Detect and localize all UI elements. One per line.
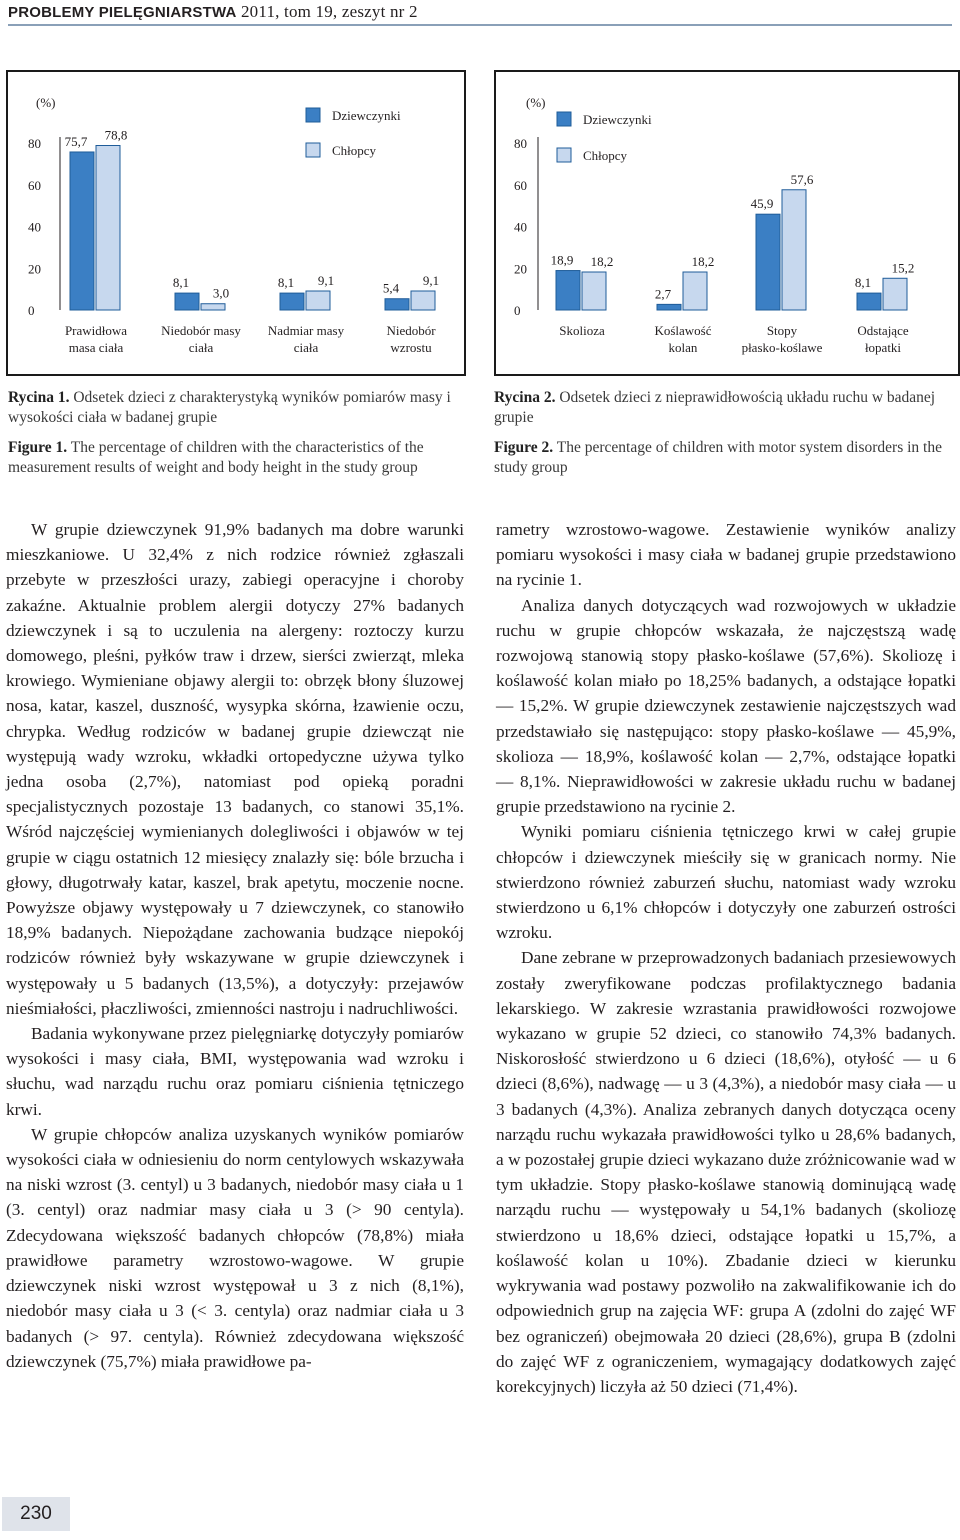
legend-label: Chłopcy <box>332 143 377 158</box>
journal-issue: 2011, tom 19, zeszyt nr 2 <box>240 2 418 21</box>
bar-girls <box>70 152 94 310</box>
paragraph: Dane zebrane w przeprowadzonych badaniach przesiewowych zostały zweryfikowane podczas profilaktycznego badania lekarskiego. W zakresie wzrastania prawidłowości rozwojowe wykazano w grupie 52 dzieci, co stanowiło 74,3% badanych. Niskorosłość stwierdzono u 6 dzieci (18,6%), otyłość — u 6 dzieci (8,6%), nadwagę — u 3 (4,3%), a niedobór masy ciała — u 3 badanych (4,3%). Analiza zebranych danych dotycząca oceny narządu ruchu wykazała prawidłowości tylko u 28,6% badanych, a w pozostałej grupie dzieci wykazano duże zróżnicowanie wad w tym układzie. Stopy płasko-koślawe stanowią dominującą wadę narządu ruchu — występowały u 54,1% badanych (skoliozę stwierdzono u 18,6% dzieci, odstające łopatki u 15,7%, a koślawość kolan u 10%). Zbadanie dzieci w kierunku wykrywania wad postawy pozwoliło na zakwalifikowanie ich do odpowiednich grup na zajęcia WF: grupa A (zdolni do zajęć WF bez ograniczeń) obejmowała 20 dzieci (28,6%), grupa B (zdolni do zajęć WF z ograniczeniem, wymagający dodatkowych zajęć korekcyjnych) liczyła aż 50 dzieci (71,4%). <box>496 948 956 1396</box>
category-label: Prawidłowa <box>64 323 128 338</box>
y-tick-label: 80 <box>514 136 527 151</box>
data-label: 8,1 <box>277 275 295 291</box>
figure-2-caption-pl <box>494 388 956 428</box>
category-label: Niedobór masy <box>161 323 241 338</box>
category-label: Stopy <box>766 323 798 338</box>
data-label: 18,2 <box>691 254 715 270</box>
caption-text: The percentage of children with motor system disorders in the study group <box>494 439 942 476</box>
legend-label: Dziewczynki <box>583 112 652 127</box>
paragraph: Analiza danych dotyczących wad rozwojowych w układzie ruchu w grupie chłopców wskazała, że najczęstszą wadę rozwojową stanowią stopy płasko-koślawe (57,6%). Skoliozę i koślawość kolan miało po 18,25% badanych, a odstające łopatki — 15,2%. W grupie dziewczynek zestawienie najczęstszych wad przedstawiało się następująco: stopy płasko-koślawe — 45,9%, skolioza — 18,9%, koślawość kolan — 2,7%, odstające łopatki — 8,1%. Nieprawidłowości w zakresie układu ruchu w badanej grupie przedstawiono na rycinie 2. <box>496 595 956 817</box>
paragraph: Wyniki pomiaru ciśnienia tętniczego krwi w całej grupie chłopców i dziewczynek mieściły się w granicach normy. Nie stwierdzono również zaburzeń słuchu, natomiast wady wzroku stwierdzono u 6,1% chłopców i dotyczyły one zaburzeń ostrości wzroku. <box>496 822 956 943</box>
figure-2-caption-en <box>494 438 956 478</box>
bar-girls <box>556 271 580 310</box>
y-tick-label: 20 <box>514 261 527 277</box>
running-header <box>8 2 418 22</box>
bar-girls <box>385 299 409 310</box>
legend-swatch <box>306 143 320 157</box>
bar-boys <box>782 190 806 310</box>
caption-label: Figure 1. <box>8 439 68 456</box>
y-tick-label: 60 <box>514 177 527 193</box>
category-label: Skolioza <box>559 323 605 338</box>
data-label: 3,0 <box>212 285 230 301</box>
y-tick-label: 40 <box>514 219 527 235</box>
data-label: 45,9 <box>750 196 774 212</box>
bar-boys <box>306 291 330 310</box>
header-rule <box>8 24 952 26</box>
legend-label: Dziewczynki <box>332 108 401 123</box>
y-tick-label: 60 <box>28 177 41 193</box>
category-label: ciała <box>293 340 319 355</box>
data-label: 18,9 <box>550 252 574 268</box>
caption-label: Figure 2. <box>494 439 554 456</box>
bar-girls <box>175 293 199 310</box>
category-label: Odstające <box>857 323 909 338</box>
figure-2-caption <box>494 388 956 488</box>
paragraph: W grupie dziewczynek 91,9% badanych ma dobre warunki mieszkaniowe. U 32,4% z nich rodzice również zgłaszali przebyte w przeszłości urazy, zabiegi operacyjne i choroby zakaźne. Aktualnie problem alergii dotyczy 27% badanych dziewczynek i są to uczulenia na alergeny: roztoczy kurzu domowego, pleśni, pyłków traw i drzew, sierści zwierząt, mleka krowiego. Wymieniane objawy alergii to: obrzęk błony śluzowej nosa, katar, kaszel, duszność, wysypka skórna, łzawienie oczu, chrypka. Według rodziców w badanej grupie dziewcząt nie występują wady wzroku, wkładki ortopedyczne używa tylko jedna osoba (2,7%), natomiast pod opieką poradni specjalistycznych pozostaje 13 badanych, co stanowi 35,1%. Wśród najczęściej wymienianych dolegliwości i objawów w tej grupie w ciągu ostatnich 12 miesięcy znalazły się: bóle brzucha i głowy, długotrwały katar, kaszel, brak apetytu, moczenie nocne. Powyższe objawy występowały u 7 dziewczynek, co stanowiło 18,9% badanych. Niepożądane zachowania budzące niepokój rodziców również były wskazywane w grupie dziewczynek i występowały u 5 badanych (13,5%), a dotyczyły: przejawów nieśmiałości, płaczliwości, zmienności nastroju i nadruchliwości. <box>6 520 464 1018</box>
y-tick-label: 20 <box>28 261 41 277</box>
legend-swatch <box>557 112 571 126</box>
figure-1-caption-pl <box>8 388 468 428</box>
data-label: 78,8 <box>104 127 128 143</box>
page-number: 230 <box>2 1497 70 1531</box>
y-tick-label: 80 <box>28 136 41 151</box>
y-tick-label: 40 <box>28 219 41 235</box>
bar-boys <box>96 146 120 310</box>
figure-1-chart <box>8 72 464 374</box>
figure-1-frame <box>6 70 466 376</box>
paragraph: Badania wykonywane przez pielęgniarkę dotyczyły pomiarów wysokości i masy ciała, BMI, występowania wad wzroku i słuchu, wad narządu ruchu oraz pomiaru ciśnienia tętniczego krwi. <box>6 1024 464 1119</box>
y-tick-label: 0 <box>28 303 35 318</box>
data-label: 57,6 <box>790 171 814 187</box>
legend-swatch <box>557 148 571 162</box>
data-label: 9,1 <box>317 273 335 289</box>
caption-text: Odsetek dzieci z charakterystyką wyników pomiarów masy i wysokości ciała w badanej grupie <box>8 389 451 426</box>
axis-unit-label: (%) <box>526 95 546 110</box>
bar-girls <box>657 304 681 310</box>
figure-1-caption-en <box>8 438 468 478</box>
bar-boys <box>411 291 435 310</box>
caption-label: Rycina 1. <box>8 389 70 406</box>
category-label: masa ciała <box>68 340 124 355</box>
bar-girls <box>280 293 304 310</box>
caption-text: Odsetek dzieci z nieprawidłowością układu ruchu w badanej grupie <box>494 389 936 426</box>
category-label: płasko-koślawe <box>741 340 823 355</box>
category-label: kolan <box>668 340 698 355</box>
caption-text: The percentage of children with the characteristics of the measurement results of weight and body height in the study group <box>8 439 424 476</box>
y-tick-label: 0 <box>514 303 521 318</box>
category-label: Koślawość <box>654 323 712 338</box>
data-label: 9,1 <box>422 273 440 289</box>
body-column-left <box>6 517 464 1374</box>
bar-boys <box>883 278 907 310</box>
figure-1-caption <box>8 388 468 488</box>
category-label: ciała <box>188 340 214 355</box>
data-label: 5,4 <box>382 280 400 296</box>
data-label: 8,1 <box>854 275 872 291</box>
legend-label: Chłopcy <box>583 148 628 163</box>
journal-title: PROBLEMY PIELĘGNIARSTWA <box>8 4 237 21</box>
data-label: 2,7 <box>654 286 672 302</box>
legend-swatch <box>306 108 320 122</box>
figure-2-frame <box>494 70 960 376</box>
data-label: 18,2 <box>590 254 614 270</box>
paragraph: W grupie chłopców analiza uzyskanych wyników pomiarów wysokości ciała w odniesieniu do norm centylowych wskazywała na niski wzrost (3. centyl) u 3 badanych, niedobór masy ciała u 1 (3. centyl) oraz nadmiar masy ciała u 3 (> 90 centyla). Zdecydowana większość badanych chłopców (78,8%) miała prawidłowe parametry wzrostowo-wagowe. W grupie dziewczynek niski wzrost występował u 3 z nich (8,1%), niedobór masy ciała u 3 (< 3. centyla) oraz nadmiar ciała u 3 badanych (> 97. centyla). Również zdecydowana większość dziewczynek (75,7%) miała prawidłowe pa- <box>6 1124 464 1371</box>
bar-boys <box>201 304 225 310</box>
bar-boys <box>582 272 606 310</box>
bar-girls <box>857 293 881 310</box>
data-label: 75,7 <box>64 133 88 149</box>
category-label: łopatki <box>864 340 902 355</box>
category-label: wzrostu <box>390 340 432 355</box>
data-label: 8,1 <box>172 275 190 291</box>
bar-boys <box>683 272 707 310</box>
category-label: Nadmiar masy <box>267 323 345 338</box>
caption-label: Rycina 2. <box>494 389 556 406</box>
data-label: 15,2 <box>891 260 915 276</box>
figure-2-chart <box>496 72 958 374</box>
bar-girls <box>756 214 780 310</box>
axis-unit-label: (%) <box>36 95 56 110</box>
category-label: Niedobór <box>386 323 436 338</box>
body-column-right <box>496 517 956 1399</box>
paragraph: rametry wzrostowo-wagowe. Zestawienie wyników analizy pomiaru wysokości i masy ciała w badanej grupie przedstawiono na rycinie 1. <box>496 520 956 590</box>
